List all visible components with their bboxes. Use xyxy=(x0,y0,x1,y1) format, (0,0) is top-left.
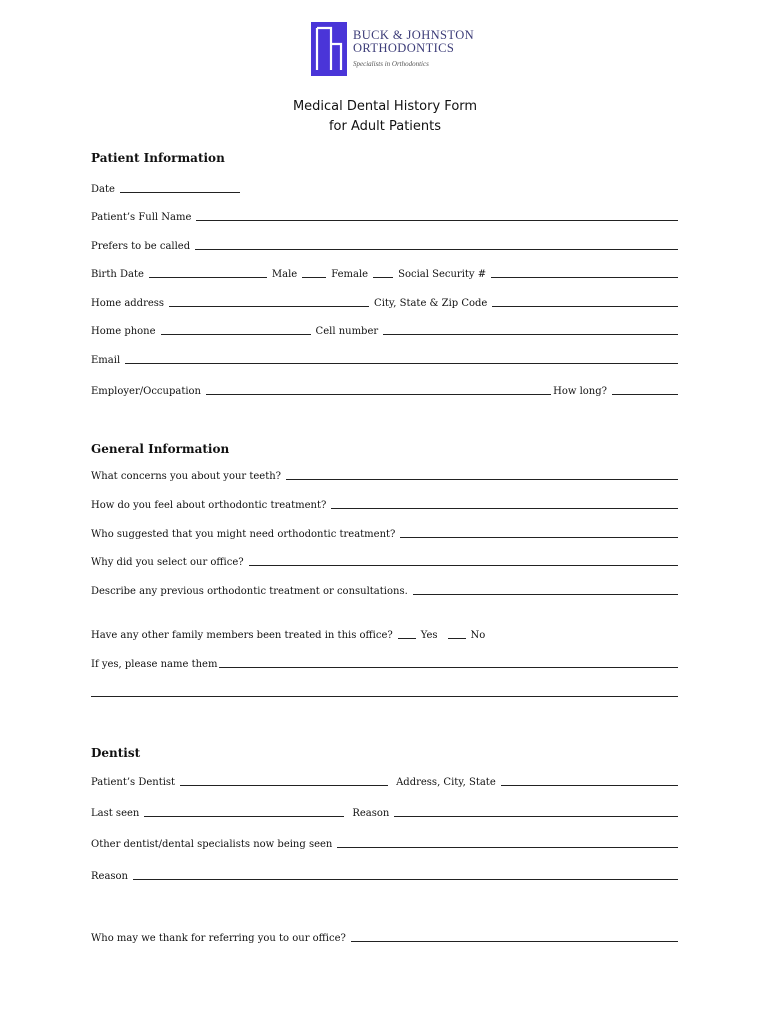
how-long-field[interactable] xyxy=(612,393,678,395)
reason-field[interactable] xyxy=(394,815,678,817)
ssn-label: Social Security # xyxy=(398,269,487,280)
male-label: Male xyxy=(271,269,298,280)
reason-2-field[interactable] xyxy=(133,878,678,880)
why-office-row xyxy=(91,557,678,568)
ssn-field[interactable] xyxy=(491,276,678,278)
logo-line-1: BUCK & JOHNSTON xyxy=(353,28,475,42)
employer-label: Employer/Occupation xyxy=(91,386,201,397)
referral-label: Who may we thank for referring you to our office? xyxy=(91,933,346,944)
date-row xyxy=(91,184,678,195)
birth-date-label: Birth Date xyxy=(91,269,144,280)
suggested-label: Who suggested that you might need orthodontic treatment? xyxy=(91,529,396,540)
male-field[interactable] xyxy=(302,276,326,278)
home-address-row xyxy=(91,298,678,309)
concerns-row xyxy=(91,471,678,482)
full-name-field[interactable] xyxy=(196,219,678,221)
date-field[interactable] xyxy=(120,191,240,193)
patients-dentist-label: Patient’s Dentist xyxy=(91,777,176,788)
family-treated-row xyxy=(91,630,678,641)
full-name-row xyxy=(91,212,678,223)
feel-row xyxy=(91,500,678,511)
date-label: Date xyxy=(91,184,115,195)
how-long-label: How long? xyxy=(553,386,607,397)
section-heading-patient-info: Patient Information xyxy=(91,151,225,165)
female-field[interactable] xyxy=(373,276,393,278)
logo-line-2: ORTHODONTICS xyxy=(353,41,455,55)
home-address-field[interactable] xyxy=(169,305,369,307)
section-heading-dentist: Dentist xyxy=(91,746,141,760)
form-title: Medical Dental History Form xyxy=(292,99,478,114)
home-address-label: Home address xyxy=(91,298,165,309)
family-names-label: If yes, please name them xyxy=(91,659,218,670)
suggested-row xyxy=(91,529,678,540)
city-state-zip-field[interactable] xyxy=(492,305,678,307)
referral-field[interactable] xyxy=(351,940,678,942)
female-label: Female xyxy=(331,269,369,280)
family-names-row xyxy=(91,659,678,670)
phone-row xyxy=(91,326,678,337)
last-seen-field[interactable] xyxy=(144,815,344,817)
family-names-continuation-field[interactable] xyxy=(91,696,678,697)
last-seen-label: Last seen xyxy=(91,808,140,819)
birth-date-row xyxy=(91,269,678,280)
home-phone-label: Home phone xyxy=(91,326,156,337)
birth-date-field[interactable] xyxy=(149,276,267,278)
reason-label: Reason xyxy=(352,808,390,819)
feel-field[interactable] xyxy=(331,507,678,509)
city-state-zip-label: City, State & Zip Code xyxy=(374,298,488,309)
previous-treatment-label: Describe any previous orthodontic treatment or consultations. xyxy=(91,586,408,597)
logo-mark-icon xyxy=(311,22,347,76)
feel-label: How do you feel about orthodontic treatment? xyxy=(91,500,327,511)
cell-number-field[interactable] xyxy=(383,333,678,335)
logo-text xyxy=(353,29,474,68)
why-office-field[interactable] xyxy=(249,564,678,566)
no-field[interactable] xyxy=(448,637,466,639)
other-specialists-field[interactable] xyxy=(337,846,678,848)
dentist-address-field[interactable] xyxy=(501,784,678,786)
concerns-field[interactable] xyxy=(286,478,678,480)
employer-field[interactable] xyxy=(206,393,551,395)
why-office-label: Why did you select our office? xyxy=(91,557,244,568)
previous-treatment-field[interactable] xyxy=(413,593,678,595)
dentist-address-label: Address, City, State xyxy=(396,777,496,788)
referral-row xyxy=(91,933,678,944)
reason-2-label: Reason xyxy=(91,871,129,882)
employer-row xyxy=(91,386,678,397)
previous-treatment-row xyxy=(91,586,678,597)
prefers-row xyxy=(91,241,678,252)
reason-2-row xyxy=(91,871,678,882)
suggested-field[interactable] xyxy=(400,536,678,538)
full-name-label: Patient’s Full Name xyxy=(91,212,192,223)
family-names-field[interactable] xyxy=(219,666,678,668)
last-seen-row xyxy=(91,808,678,819)
logo-tagline: Specialists in Orthodontics xyxy=(353,60,429,68)
prefers-field[interactable] xyxy=(195,248,678,250)
other-specialists-row xyxy=(91,839,678,850)
other-specialists-label: Other dentist/dental specialists now being seen xyxy=(91,839,333,850)
cell-number-label: Cell number xyxy=(315,326,379,337)
concerns-label: What concerns you about your teeth? xyxy=(91,471,282,482)
home-phone-field[interactable] xyxy=(161,333,311,335)
yes-field[interactable] xyxy=(398,637,416,639)
form-subtitle: for Adult Patients xyxy=(328,119,442,134)
patients-dentist-row xyxy=(91,777,678,788)
email-row xyxy=(91,355,678,366)
email-label: Email xyxy=(91,355,121,366)
family-treated-label: Have any other family members been treated in this office? xyxy=(91,630,393,641)
yes-label: Yes xyxy=(420,630,438,641)
patients-dentist-field[interactable] xyxy=(180,784,388,786)
email-field[interactable] xyxy=(125,362,678,364)
section-heading-general-info: General Information xyxy=(91,442,230,456)
prefers-label: Prefers to be called xyxy=(91,241,191,252)
no-label: No xyxy=(470,630,486,641)
